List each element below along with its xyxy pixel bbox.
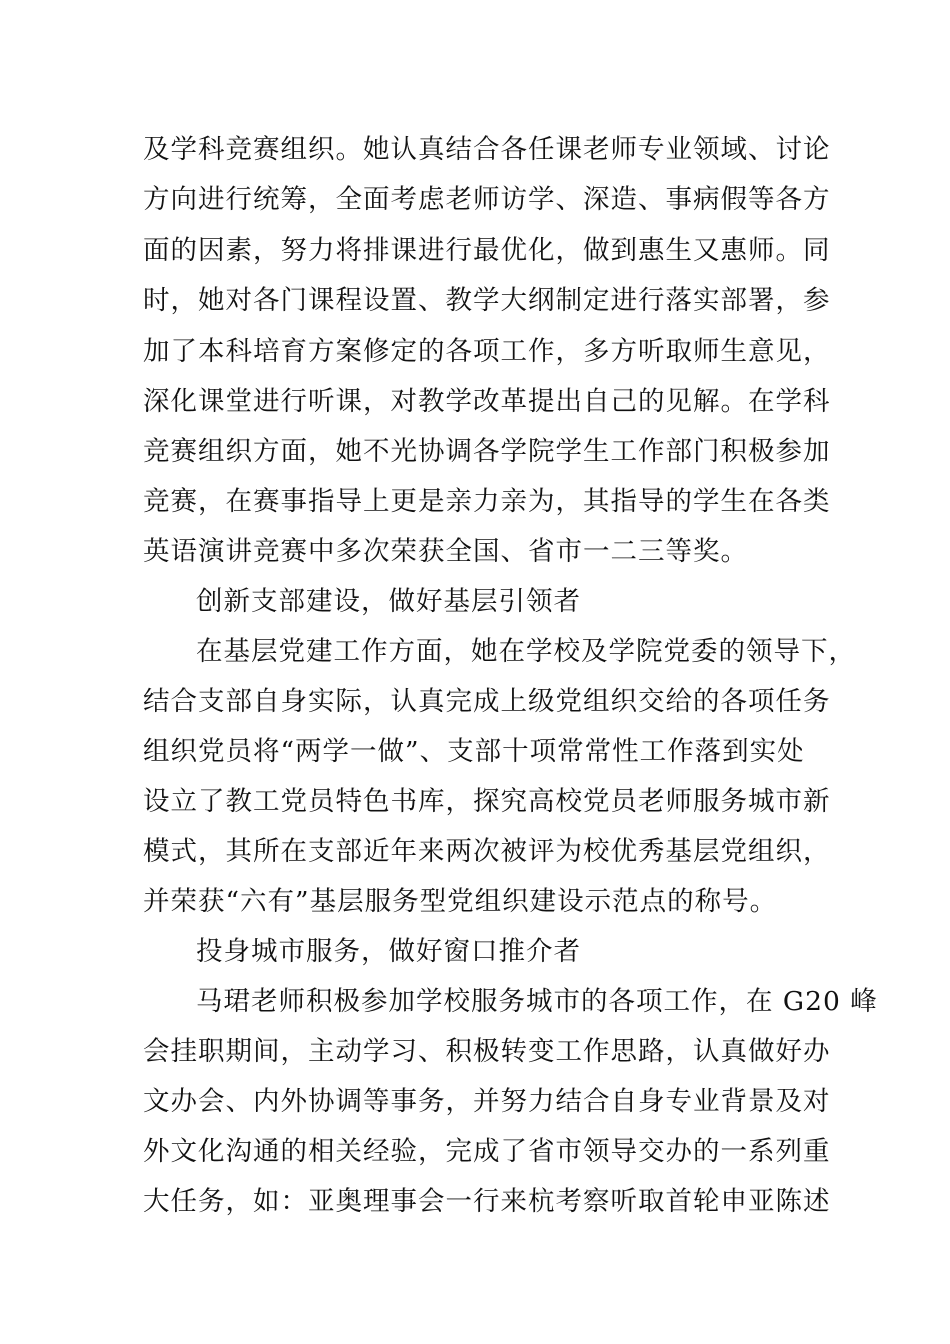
body-text-line: 结合支部自身实际，认真完成上级党组织交给的各项任务 <box>143 686 831 717</box>
body-text-line: 竞赛，在赛事指导上更是亲力亲为，其指导的学生在各类 <box>143 486 831 517</box>
section-heading: 创新支部建设，做好基层引领者 <box>196 586 581 617</box>
body-text-line: 英语演讲竞赛中多次荣获全国、省市一二三等奖。 <box>143 536 748 567</box>
body-text-line: 文办会、内外协调等事务，并努力结合自身专业背景及对 <box>143 1086 831 1117</box>
section-heading: 投身城市服务，做好窗口推介者 <box>196 936 581 967</box>
body-text-line: 方向进行统筹，全面考虑老师访学、深造、事病假等各方 <box>143 184 831 215</box>
body-text-line: 及学科竞赛组织。她认真结合各任课老师专业领域、讨论 <box>143 134 831 165</box>
body-text-line: 设立了教工党员特色书库，探究高校党员老师服务城市新 <box>143 786 831 817</box>
body-text-line: 并荣获“六有”基层服务型党组织建设示范点的称号。 <box>143 886 778 917</box>
body-text-line: 在基层党建工作方面，她在学校及学院党委的领导下， <box>196 636 856 667</box>
body-text-line: 马珺老师积极参加学校服务城市的各项工作，在 G20 峰 <box>196 986 878 1017</box>
body-text-line: 竞赛组织方面，她不光协调各学院学生工作部门积极参加 <box>143 436 831 467</box>
body-text-line: 深化课堂进行听课，对教学改革提出自己的见解。在学科 <box>143 386 831 417</box>
body-text-line: 模式，其所在支部近年来两次被评为校优秀基层党组织， <box>143 836 831 867</box>
body-text-line: 外文化沟通的相关经验，完成了省市领导交办的一系列重 <box>143 1136 831 1167</box>
body-text-line: 会挂职期间，主动学习、积极转变工作思路，认真做好办 <box>143 1036 831 1067</box>
body-text-line: 大任务，如：亚奥理事会一行来杭考察听取首轮申亚陈述 <box>143 1186 831 1217</box>
body-text-line: 时，她对各门课程设置、教学大纲制定进行落实部署，参 <box>143 285 831 316</box>
body-text-line: 面的因素，努力将排课进行最优化，做到惠生又惠师。同 <box>143 235 831 266</box>
body-text-line: 加了本科培育方案修定的各项工作，多方听取师生意见， <box>143 336 831 367</box>
body-text-line: 组织党员将“两学一做”、支部十项常常性工作落到实处 <box>143 736 805 767</box>
